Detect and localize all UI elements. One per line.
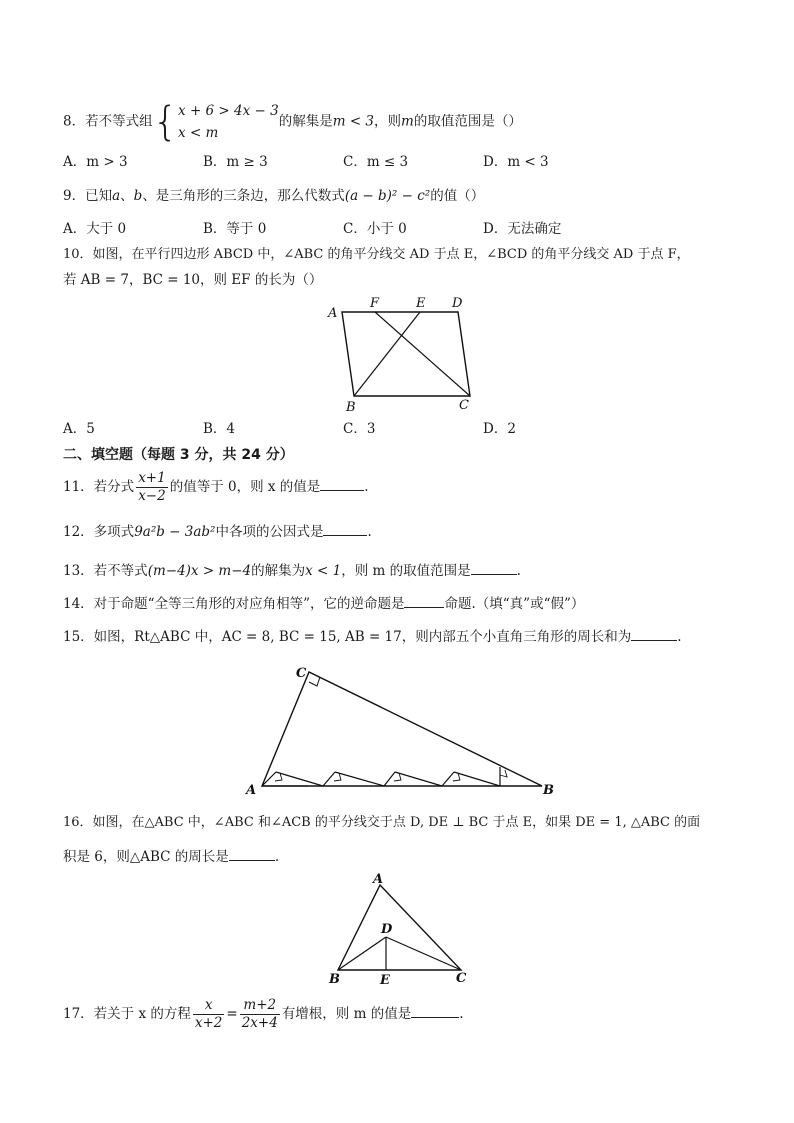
q9-expr: (a − b)² − c² xyxy=(344,188,431,204)
q10-parallelogram-figure xyxy=(320,290,480,415)
q12-answer-blank[interactable] xyxy=(323,521,367,536)
q8-line2: x < m xyxy=(178,125,219,141)
step-3 xyxy=(395,772,442,786)
q8-prefix: 8．若不等式组 xyxy=(63,113,153,130)
q10-option-d[interactable]: D．2 xyxy=(483,421,516,437)
q10-option-c[interactable]: C．3 xyxy=(343,421,376,437)
right-angle-mark-3 xyxy=(394,773,401,781)
step-2 xyxy=(335,772,384,786)
q8-cond: m < 3 xyxy=(332,113,375,130)
q10-label-b: B xyxy=(346,400,356,415)
q8-suffix-b: ，则 xyxy=(374,113,402,130)
q8-option-c[interactable]: C．m ≤ 3 xyxy=(343,154,409,170)
bisector-be xyxy=(354,312,420,396)
q15-right-triangle-figure xyxy=(238,655,568,800)
q10-label-e: E xyxy=(416,296,426,311)
q10-option-a[interactable]: A．5 xyxy=(63,421,95,437)
q16-triangle-figure xyxy=(325,870,475,990)
q13-answer-blank[interactable] xyxy=(471,560,517,575)
q17-suffix: 有增根，则 m 的值是 xyxy=(281,1006,412,1022)
q8-option-a[interactable]: A．m > 3 xyxy=(63,154,128,170)
q16-line1: 16．如图，在△ABC 中，∠ABC 和∠ACB 的平分线交于点 D, DE ⊥ BC 于点 E，如果 DE = 1, △ABC 的面 xyxy=(63,815,701,830)
q15-text: 15．如图，Rt△ABC 中，AC = 8, BC = 15, AB = 17，则内部五个小直角三角形的周长和为 xyxy=(63,629,632,645)
q17-fraction-1 xyxy=(193,997,225,1032)
q13-cond: x < 1 xyxy=(305,563,342,579)
q9-text-a: 9．已知 xyxy=(63,188,113,204)
q10-label-a: A xyxy=(328,306,338,321)
step-hyp-4 xyxy=(442,772,454,786)
step-4 xyxy=(454,772,500,786)
q12-prefix: 12．多项式 xyxy=(63,524,135,540)
right-angle-mark-5 xyxy=(500,770,507,777)
q14-text-a: 14．对于命题“全等三角形的对应角相等”，它的逆命题是 xyxy=(63,596,405,612)
q17-frac1-numerator: x xyxy=(204,997,213,1013)
q8-option-d[interactable]: D．m < 3 xyxy=(483,154,549,170)
parallelogram-abcd xyxy=(342,312,470,396)
q17-prefix: 17．若关于 x 的方程 xyxy=(63,1006,191,1022)
right-angle-mark-2 xyxy=(334,773,341,781)
q16-label-d: D xyxy=(381,922,393,937)
q11-answer-blank[interactable] xyxy=(320,476,364,491)
q9-option-c[interactable]: C．小于 0 xyxy=(343,221,407,237)
bisector-cf xyxy=(375,312,470,396)
question-11 xyxy=(63,467,369,507)
q9-option-b[interactable]: B．等于 0 xyxy=(203,221,267,237)
q16-line2: 积是 6，则△ABC 的周长是 xyxy=(63,849,229,865)
q8-line1: x + 6 > 4x − 3 xyxy=(178,103,279,119)
q17-frac2-numerator: m+2 xyxy=(243,997,277,1013)
question-8 xyxy=(63,100,522,144)
q8-var: m xyxy=(401,113,414,130)
q15-answer-blank[interactable] xyxy=(631,626,677,641)
q16-label-e: E xyxy=(380,973,390,988)
q15-label-a: A xyxy=(246,783,257,798)
q17-end: . xyxy=(459,1006,464,1022)
q10-label-d: D xyxy=(452,296,463,311)
small-right-triangles xyxy=(262,767,507,786)
step-hyp-1 xyxy=(262,772,276,786)
q11-numerator: x+1 xyxy=(138,470,166,486)
q9-text-b: 的值（） xyxy=(430,188,485,204)
q9-a: a xyxy=(112,188,121,204)
question-15 xyxy=(63,626,682,647)
q11-end: . xyxy=(364,479,369,495)
q12-suffix: 中各项的公因式是 xyxy=(215,524,324,540)
q12-end: . xyxy=(367,524,372,540)
q9-sep2: 、是三角形的三条边，那么代数式 xyxy=(142,188,345,204)
step-hyp-3 xyxy=(384,772,395,786)
right-angle-mark-1 xyxy=(275,773,282,781)
q14-answer-blank[interactable] xyxy=(404,593,444,608)
q15-end: . xyxy=(677,629,682,645)
question-12 xyxy=(63,521,372,542)
q11-prefix: 11．若分式 xyxy=(63,479,135,495)
q11-denominator: x−2 xyxy=(138,488,166,504)
q8-brace: { xyxy=(152,99,179,145)
q8-suffix-c: 的取值范围是（） xyxy=(413,113,522,130)
question-9 xyxy=(63,186,484,206)
q9-sep1: 、 xyxy=(120,188,134,204)
q16-label-b: B xyxy=(329,972,340,987)
q10-line2: 若 AB = 7，BC = 10，则 EF 的长为（） xyxy=(63,272,323,288)
q9-option-a[interactable]: A．大于 0 xyxy=(63,221,127,237)
bisector-bd xyxy=(338,937,386,970)
q9-option-d[interactable]: D．无法确定 xyxy=(483,221,562,237)
step-hyp-2 xyxy=(323,772,335,786)
q10-label-c: C xyxy=(459,398,469,413)
q12-expr: 9a²b − 3ab² xyxy=(134,524,216,540)
section-2-title: 二、填空题（每题 3 分，共 24 分） xyxy=(63,447,294,463)
q16-answer-blank[interactable] xyxy=(229,846,275,861)
q10-label-f: F xyxy=(370,296,380,311)
q13-end: . xyxy=(516,563,521,579)
q13-prefix: 13．若不等式 xyxy=(63,563,148,579)
question-17 xyxy=(63,994,464,1034)
q14-text-b: 命题.（填“真”或“假”） xyxy=(444,596,585,612)
right-angle-mark-c xyxy=(309,677,320,686)
q9-b: b xyxy=(133,188,143,204)
q15-label-c: C xyxy=(296,666,307,681)
q16-end: . xyxy=(274,849,280,865)
q13-expr: (m−4)x > m−4 xyxy=(147,563,252,579)
right-angle-mark-4 xyxy=(453,773,460,781)
q15-label-b: B xyxy=(543,783,554,798)
question-16-line2 xyxy=(63,846,279,867)
question-14 xyxy=(63,593,584,614)
bisector-cd xyxy=(386,937,461,970)
q17-equals: = xyxy=(226,1006,238,1022)
q17-answer-blank[interactable] xyxy=(411,1003,459,1018)
q13-suffix: ，则 m 的取值范围是 xyxy=(341,563,471,579)
q11-fraction xyxy=(136,470,168,505)
q8-option-b[interactable]: B．m ≥ 3 xyxy=(203,154,268,170)
question-13 xyxy=(63,560,521,581)
q17-fraction-2 xyxy=(240,997,280,1032)
q16-label-c: C xyxy=(456,971,467,986)
q10-line1: 10．如图，在平行四边形 ABCD 中，∠ABC 的角平分线交 AD 于点 E，∠BCD 的角平分线交 AD 于点 F， xyxy=(63,247,690,262)
q17-frac1-denominator: x+2 xyxy=(194,1015,223,1031)
step-1 xyxy=(276,772,323,786)
q16-label-a: A xyxy=(373,872,384,887)
q8-suffix-a: 的解集是 xyxy=(278,113,333,130)
q10-option-b[interactable]: B．4 xyxy=(203,421,236,437)
q11-suffix: 的值等于 0，则 x 的值是 xyxy=(169,479,321,495)
q17-frac2-denominator: 2x+4 xyxy=(241,1015,278,1031)
q13-mid: 的解集为 xyxy=(251,563,306,579)
q8-system xyxy=(178,100,279,144)
